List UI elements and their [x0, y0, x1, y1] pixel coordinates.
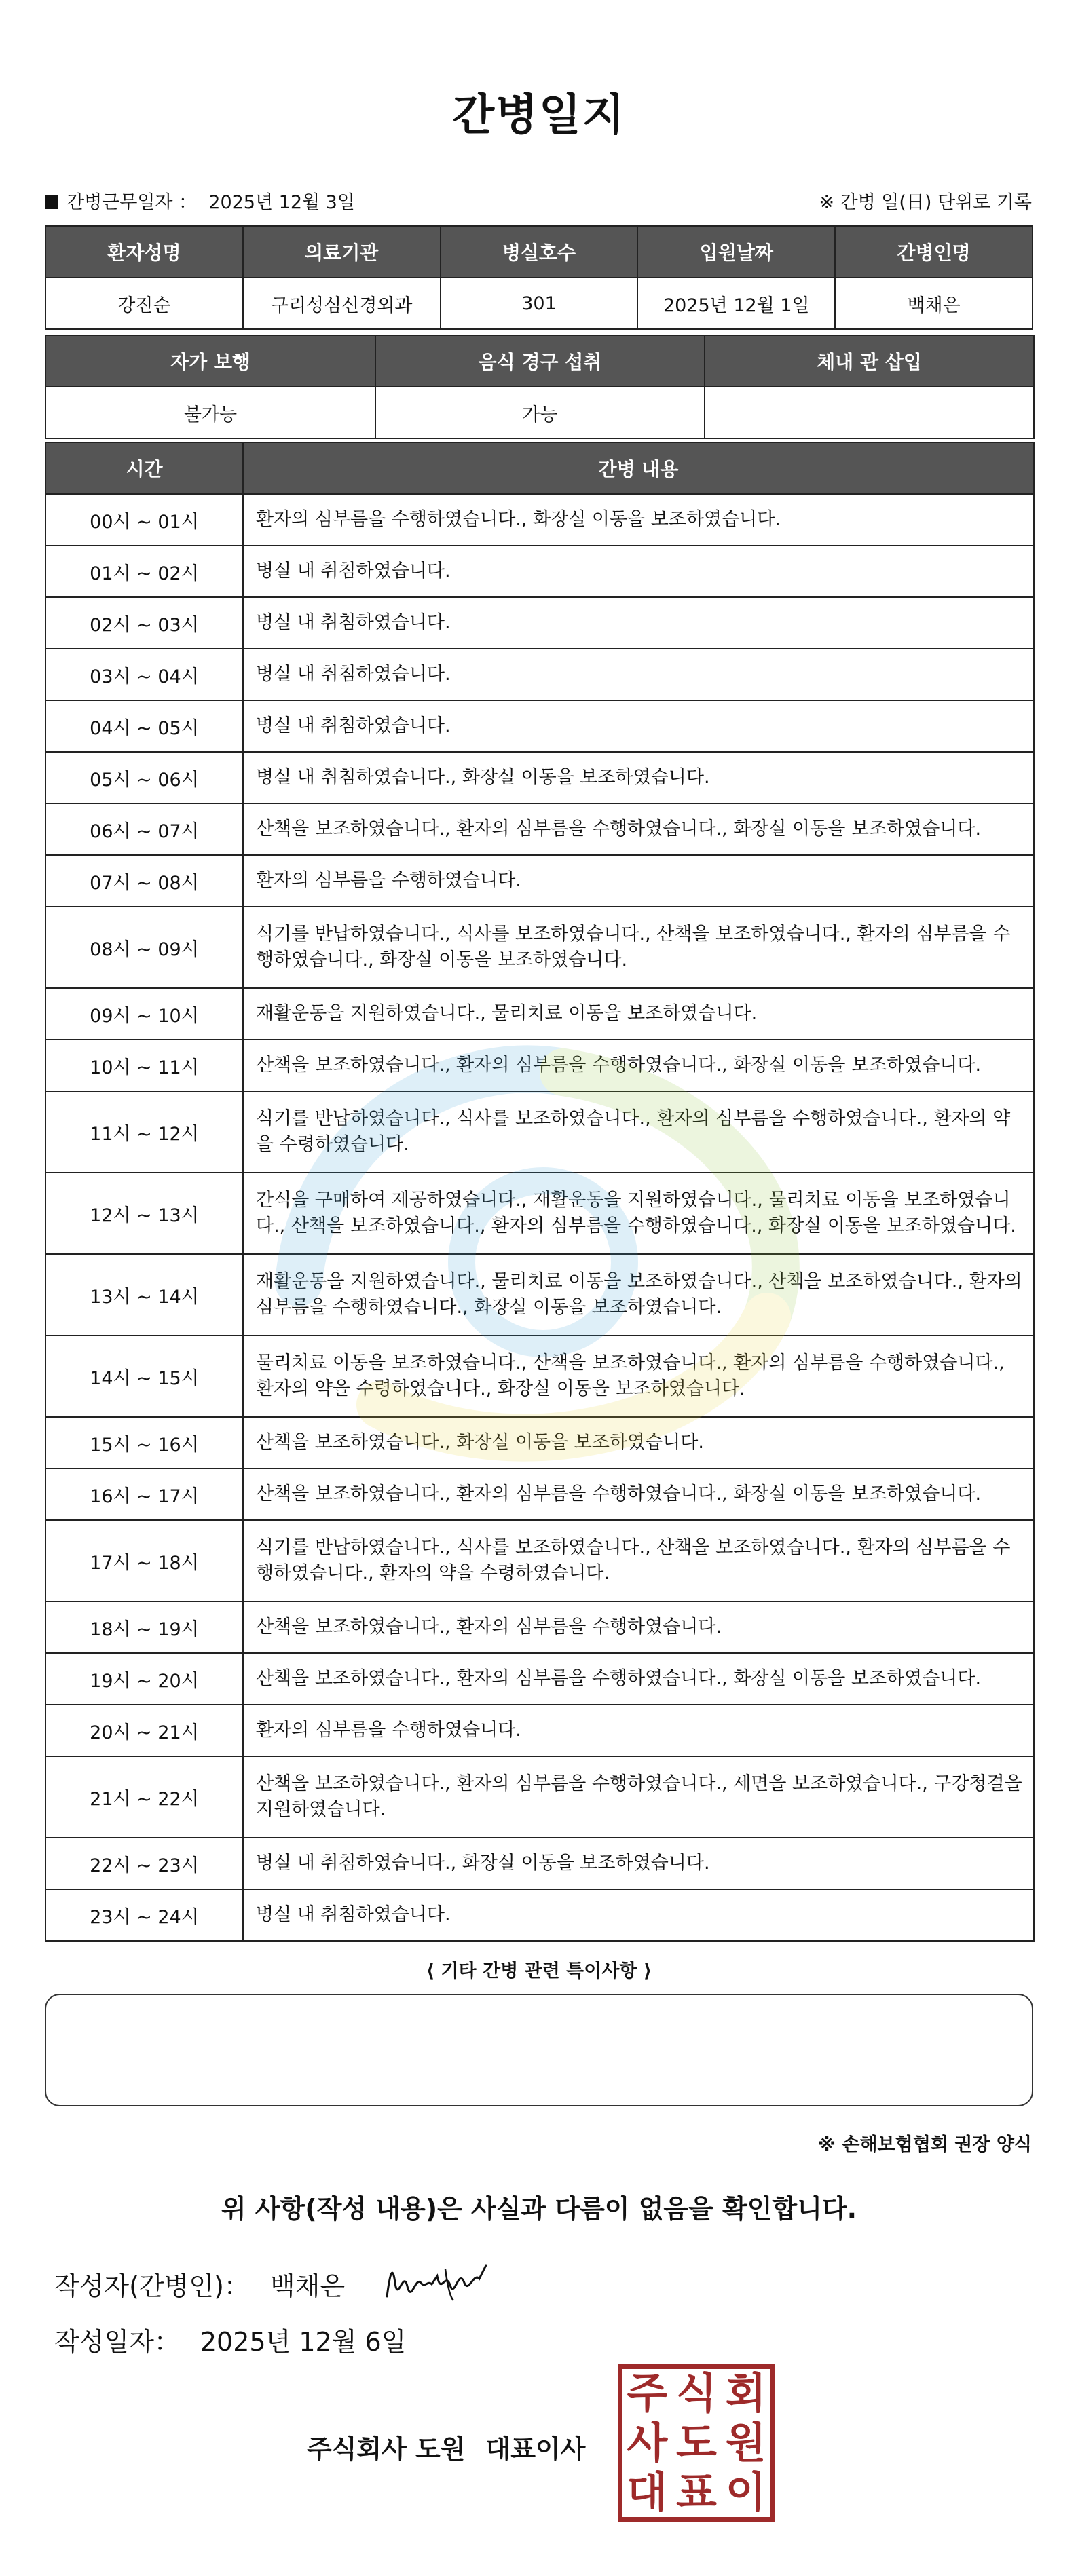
table-row — [45, 1756, 1034, 1838]
document-title: 간병일지 — [452, 90, 626, 140]
seal-character: 원 — [725, 2417, 766, 2467]
log-content-cell: 병실 내 취침하였습니다., 화장실 이동을 보조하였습니다. — [243, 752, 1034, 803]
square-bullet-icon — [45, 195, 58, 209]
care-log-header-row — [45, 442, 1034, 494]
hospital-name: 구리성심신경외과 — [243, 278, 441, 329]
log-time-cell: 06시 ~ 07시 — [45, 803, 243, 855]
patient-info-value-row — [45, 278, 1033, 329]
handwritten-signature — [380, 2256, 496, 2310]
seal-character: 주 — [627, 2368, 668, 2419]
patient-name: 강진순 — [45, 278, 243, 329]
log-content-cell: 식기를 반납하였습니다., 식사를 보조하였습니다., 환자의 심부름을 수행하였습니다., 환자의 약을 수령하였습니다. — [243, 1091, 1034, 1173]
header-patient-name: 환자성명 — [45, 226, 243, 278]
log-content-cell: 산책을 보조하였습니다., 환자의 심부름을 수행하였습니다., 세면을 보조하였습니다., 구강청결을 지원하였습니다. — [243, 1756, 1034, 1838]
write-date-label: 작성일자： — [54, 2327, 180, 2357]
header-room-number: 병실호수 — [441, 226, 638, 278]
log-time-cell: 22시 ~ 23시 — [45, 1838, 243, 1889]
log-time-cell: 16시 ~ 17시 — [45, 1469, 243, 1520]
log-content-cell: 산책을 보조하였습니다., 환자의 심부름을 수행하였습니다. — [243, 1602, 1034, 1653]
log-content-cell: 재활운동을 지원하였습니다., 물리치료 이동을 보조하였습니다., 산책을 보조하였습니다., 환자의 심부름을 수행하였습니다., 화장실 이동을 보조하였습니다. — [243, 1254, 1034, 1336]
seal-grid — [622, 2369, 770, 2517]
oral-intake-value: 가능 — [375, 387, 705, 438]
log-time-cell: 21시 ~ 22시 — [45, 1756, 243, 1838]
log-content-cell: 식기를 반납하였습니다., 식사를 보조하였습니다., 산책을 보조하였습니다., 환자의 심부름을 수행하였습니다., 화장실 이동을 보조하였습니다. — [243, 907, 1034, 988]
log-content-cell: 산책을 보조하였습니다., 환자의 심부름을 수행하였습니다., 화장실 이동을 보조하였습니다. — [243, 1469, 1034, 1520]
seal-character: 표 — [676, 2467, 717, 2517]
seal-character: 도 — [676, 2417, 717, 2467]
table-row — [45, 803, 1034, 855]
table-row — [45, 1889, 1034, 1941]
header-time: 시간 — [45, 442, 243, 494]
admission-date: 2025년 12월 1일 — [637, 278, 835, 329]
patient-info-header-row — [45, 226, 1033, 278]
patient-status-value-row — [45, 387, 1034, 438]
header-admission-date: 입원날짜 — [637, 226, 835, 278]
write-date-line — [54, 2321, 406, 2358]
tube-insertion-value — [705, 387, 1034, 438]
log-content-cell: 병실 내 취침하였습니다. — [243, 649, 1034, 700]
table-row — [45, 1469, 1034, 1520]
log-content-cell: 병실 내 취침하였습니다., 화장실 이동을 보조하였습니다. — [243, 1838, 1034, 1889]
log-time-cell: 12시 ~ 13시 — [45, 1173, 243, 1254]
form-source-note: ※ 손해보험협회 권장 양식 — [817, 2134, 1032, 2155]
writer-name: 백채은 — [270, 2271, 346, 2301]
log-time-cell: 04시 ~ 05시 — [45, 700, 243, 752]
log-time-cell: 15시 ~ 16시 — [45, 1417, 243, 1469]
log-time-cell: 11시 ~ 12시 — [45, 1091, 243, 1173]
company-line — [307, 2428, 585, 2465]
seal-character: 사 — [627, 2417, 668, 2467]
table-row — [45, 1520, 1034, 1602]
log-content-cell: 병실 내 취침하였습니다. — [243, 546, 1034, 597]
log-content-cell: 산책을 보조하였습니다., 환자의 심부름을 수행하였습니다., 화장실 이동을 보조하였습니다. — [243, 1040, 1034, 1091]
log-time-cell: 02시 ~ 03시 — [45, 597, 243, 649]
log-content-cell: 환자의 심부름을 수행하였습니다., 화장실 이동을 보조하였습니다. — [243, 494, 1034, 546]
care-log-table — [45, 442, 1035, 1942]
table-row — [45, 1336, 1034, 1417]
special-notes-box — [45, 1994, 1033, 2106]
log-time-cell: 07시 ~ 08시 — [45, 855, 243, 907]
table-row — [45, 1705, 1034, 1756]
seal-character: 식 — [676, 2368, 717, 2419]
header-caregiver-name: 간병인명 — [835, 226, 1033, 278]
log-time-cell: 23시 ~ 24시 — [45, 1889, 243, 1941]
log-content-cell: 산책을 보조하였습니다., 환자의 심부름을 수행하였습니다., 화장실 이동을 보조하였습니다. — [243, 1653, 1034, 1705]
table-row — [45, 494, 1034, 546]
patient-status-table — [45, 335, 1035, 439]
log-time-cell: 08시 ~ 09시 — [45, 907, 243, 988]
table-row — [45, 649, 1034, 700]
room-number: 301 — [441, 278, 638, 329]
company-seal-stamp — [618, 2364, 775, 2522]
work-date-line — [45, 187, 355, 214]
table-row — [45, 855, 1034, 907]
patient-info-table — [45, 225, 1033, 330]
company-representative: 대표이사 — [485, 2434, 586, 2464]
confirmation-statement: 위 사항(작성 내용)은 사실과 다름이 없음을 확인합니다. — [221, 2194, 857, 2224]
log-content-cell: 물리치료 이동을 보조하였습니다., 산책을 보조하였습니다., 환자의 심부름을 수행하였습니다., 환자의 약을 수령하였습니다., 화장실 이동을 보조하였습니다. — [243, 1336, 1034, 1417]
log-time-cell: 14시 ~ 15시 — [45, 1336, 243, 1417]
log-time-cell: 01시 ~ 02시 — [45, 546, 243, 597]
caregiver-name: 백채은 — [835, 278, 1033, 329]
table-row — [45, 988, 1034, 1040]
log-time-cell: 18시 ~ 19시 — [45, 1602, 243, 1653]
log-content-cell: 간식을 구매하여 제공하였습니다., 재활운동을 지원하였습니다., 물리치료 이동을 보조하였습니다., 산책을 보조하였습니다., 환자의 심부름을 수행하였습니다., 화장실 이동을 보조하였습니다. — [243, 1173, 1034, 1254]
log-content-cell: 산책을 보조하였습니다., 환자의 심부름을 수행하였습니다., 화장실 이동을 보조하였습니다. — [243, 803, 1034, 855]
company-name: 주식회사 도원 — [307, 2434, 466, 2464]
table-row — [45, 700, 1034, 752]
log-time-cell: 10시 ~ 11시 — [45, 1040, 243, 1091]
log-time-cell: 00시 ~ 01시 — [45, 494, 243, 546]
table-row — [45, 907, 1034, 988]
log-time-cell: 09시 ~ 10시 — [45, 988, 243, 1040]
seal-character: 대 — [627, 2467, 668, 2517]
table-row — [45, 1254, 1034, 1336]
header-tube-insertion: 체내 관 삽입 — [705, 335, 1034, 387]
log-content-cell: 식기를 반납하였습니다., 식사를 보조하였습니다., 산책을 보조하였습니다., 환자의 심부름을 수행하였습니다., 환자의 약을 수령하였습니다. — [243, 1520, 1034, 1602]
log-content-cell: 산책을 보조하였습니다., 화장실 이동을 보조하였습니다. — [243, 1417, 1034, 1469]
log-time-cell: 13시 ~ 14시 — [45, 1254, 243, 1336]
self-walking-value: 불가능 — [45, 387, 375, 438]
writer-label: 작성자(간병인)： — [54, 2271, 250, 2301]
table-row — [45, 1838, 1034, 1889]
log-content-cell: 환자의 심부름을 수행하였습니다. — [243, 1705, 1034, 1756]
patient-status-header-row — [45, 335, 1034, 387]
work-date-label: 간병근무일자 — [67, 192, 173, 213]
log-time-cell: 19시 ~ 20시 — [45, 1653, 243, 1705]
special-notes-heading: ⟨ 기타 간병 관련 특이사항 ⟩ — [426, 1961, 652, 1982]
table-row — [45, 1091, 1034, 1173]
header-oral-intake: 음식 경구 섭취 — [375, 335, 705, 387]
table-row — [45, 752, 1034, 803]
log-time-cell: 03시 ~ 04시 — [45, 649, 243, 700]
log-content-cell: 병실 내 취침하였습니다. — [243, 700, 1034, 752]
log-content-cell: 환자의 심부름을 수행하였습니다. — [243, 855, 1034, 907]
table-row — [45, 597, 1034, 649]
work-date-separator: ： — [179, 192, 198, 213]
log-content-cell: 재활운동을 지원하였습니다., 물리치료 이동을 보조하였습니다. — [243, 988, 1034, 1040]
table-row — [45, 1602, 1034, 1653]
header-self-walking: 자가 보행 — [45, 335, 375, 387]
table-row — [45, 1040, 1034, 1091]
log-time-cell: 20시 ~ 21시 — [45, 1705, 243, 1756]
care-log-body — [45, 494, 1034, 1941]
table-row — [45, 1417, 1034, 1469]
seal-character: 이 — [725, 2467, 766, 2517]
table-row — [45, 1173, 1034, 1254]
work-date-value: 2025년 12월 3일 — [208, 192, 355, 213]
header-care-content: 간병 내용 — [243, 442, 1034, 494]
header-hospital: 의료기관 — [243, 226, 441, 278]
writer-line — [54, 2265, 345, 2303]
log-time-cell: 05시 ~ 06시 — [45, 752, 243, 803]
log-time-cell: 17시 ~ 18시 — [45, 1520, 243, 1602]
log-content-cell: 병실 내 취침하였습니다. — [243, 1889, 1034, 1941]
write-date-value: 2025년 12월 6일 — [200, 2327, 407, 2357]
table-row — [45, 546, 1034, 597]
table-row — [45, 1653, 1034, 1705]
unit-note: ※ 간병 일(日) 단위로 기록 — [819, 192, 1032, 213]
log-content-cell: 병실 내 취침하였습니다. — [243, 597, 1034, 649]
seal-character: 회 — [725, 2368, 766, 2419]
